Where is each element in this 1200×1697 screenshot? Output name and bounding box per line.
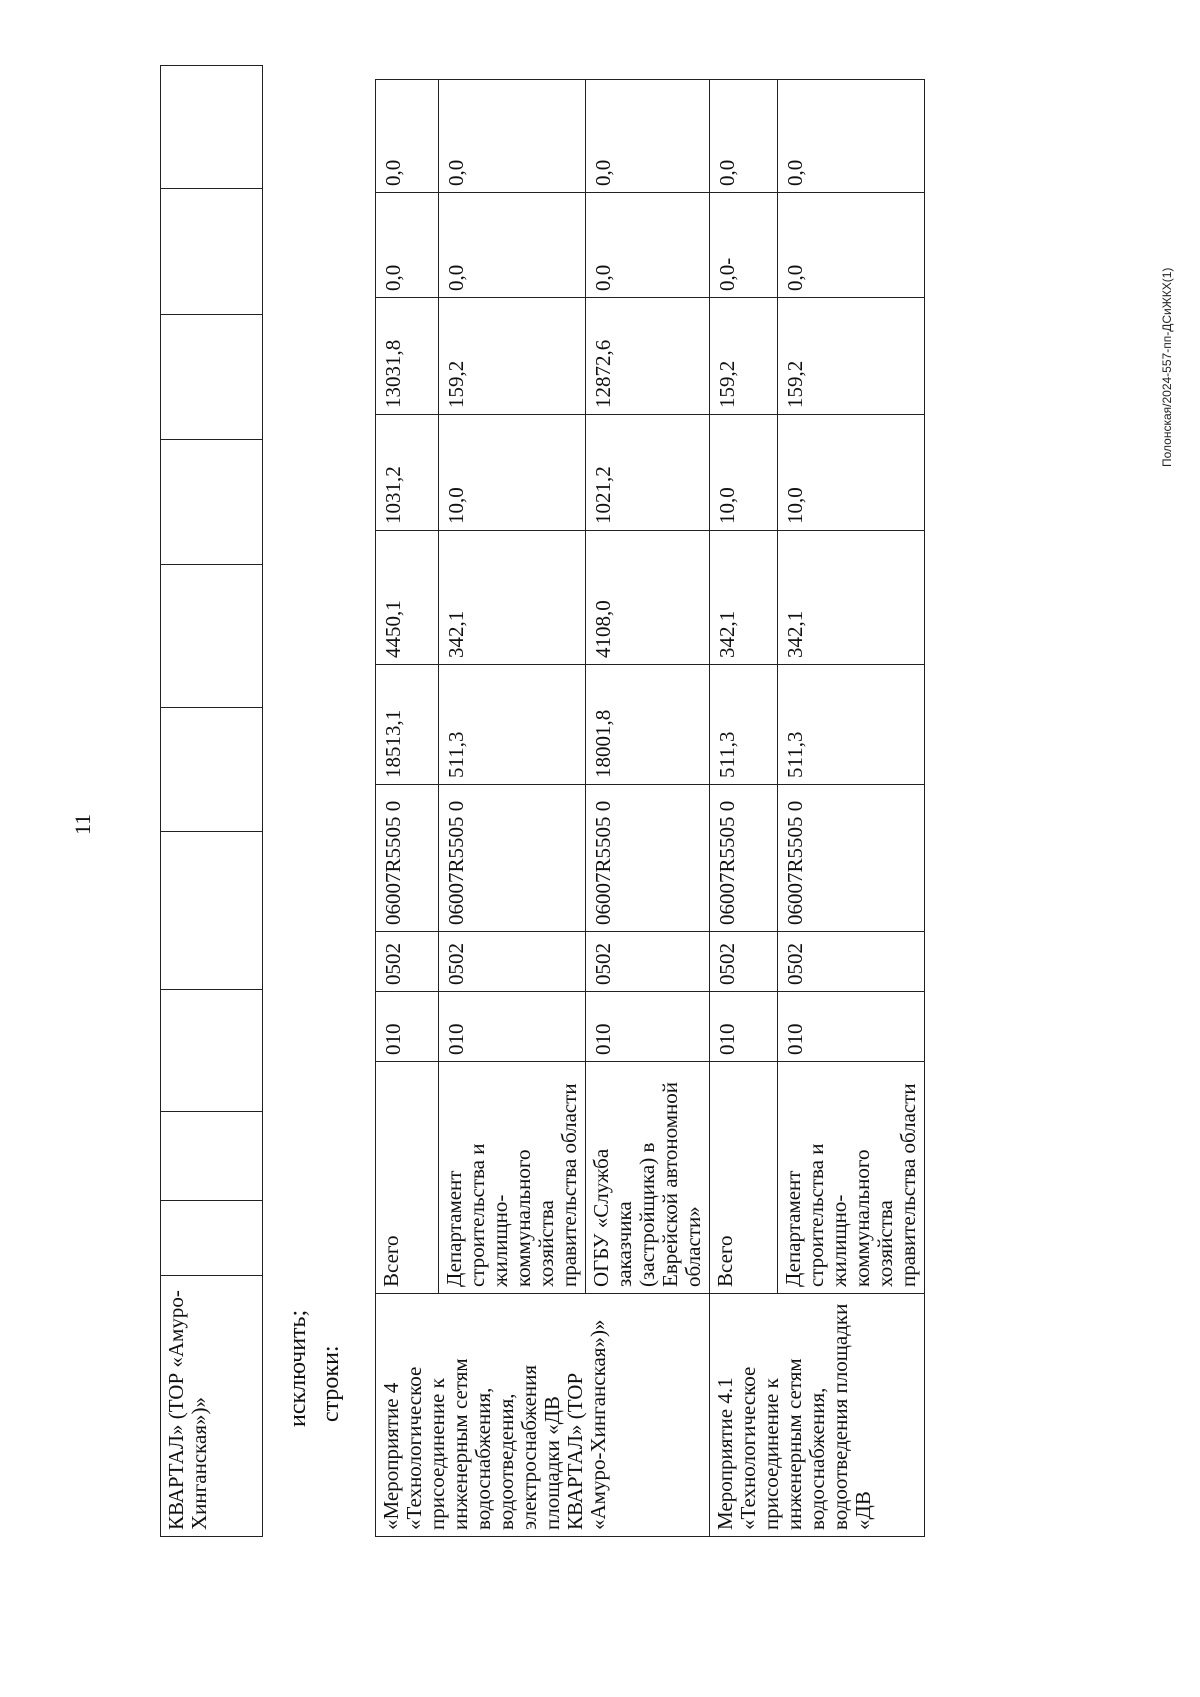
year3-cell: 159,2: [439, 298, 586, 415]
csr-cell: 06007R5505 0: [710, 785, 778, 932]
year1-cell: 342,1: [439, 531, 586, 665]
year4-cell: 0,0: [376, 193, 439, 298]
table-row: [376, 80, 439, 1537]
document-registration-note: Полонская/2024-557-пп-ДСиЖКХ(1): [1160, 267, 1174, 467]
instruction-exclude: исключить;: [285, 1309, 311, 1427]
empty-cell: [161, 314, 263, 439]
year5-cell: 0,0: [376, 80, 439, 193]
year4-cell: 0,0-: [710, 193, 778, 298]
year2-cell: 10,0: [710, 415, 778, 531]
year3-cell: 12872,6: [586, 298, 710, 415]
rz-cell: 0502: [439, 932, 586, 992]
page-number: 11: [70, 813, 95, 835]
year5-cell: 0,0: [439, 80, 586, 193]
empty-cell: [161, 440, 263, 564]
event-cell: Мероприятие 4.1 «Технологическое присоединение к инженерным сетям водоснабжения, водоотведения площадки «ДВ: [710, 1294, 925, 1537]
year5-cell: 0,0: [586, 80, 710, 193]
grbs-cell: 010: [710, 992, 778, 1062]
empty-cell: [161, 831, 263, 990]
event-cell: «Мероприятие 4 «Технологическое присоединение к инженерным сетям водоснабжения, водоотведения, электроснабжения площадки «ДВ КВАРТАЛ» (ТОР «Амуро-Хинганская»)»: [376, 1294, 710, 1537]
year4-cell: 0,0: [778, 193, 925, 298]
year1-cell: 4108,0: [586, 531, 710, 665]
empty-cell: [161, 708, 263, 831]
grbs-cell: 010: [778, 992, 925, 1062]
year3-cell: 13031,8: [376, 298, 439, 415]
year2-cell: 10,0: [778, 415, 925, 531]
empty-cell: [161, 1201, 263, 1276]
csr-cell: 06007R5505 0: [439, 785, 586, 932]
year1-cell: 4450,1: [376, 531, 439, 665]
empty-cell: [161, 66, 263, 189]
table-row: [161, 66, 263, 1537]
executor-cell: ОГБУ «Служба заказчика (застройщика) в Еврейской автономной области»: [586, 1062, 710, 1294]
rz-cell: 0502: [710, 932, 778, 992]
total-cell: 511,3: [778, 665, 925, 785]
total-cell: 18001,8: [586, 665, 710, 785]
executor-cell: Всего: [710, 1062, 778, 1294]
year3-cell: 159,2: [778, 298, 925, 415]
executor-cell: Всего: [376, 1062, 439, 1294]
empty-cell: [161, 564, 263, 708]
year5-cell: 0,0: [778, 80, 925, 193]
csr-cell: 06007R5505 0: [376, 785, 439, 932]
rz-cell: 0502: [376, 932, 439, 992]
grbs-cell: 010: [376, 992, 439, 1062]
year5-cell: 0,0: [710, 80, 778, 193]
total-cell: 511,3: [710, 665, 778, 785]
csr-cell: 06007R5505 0: [586, 785, 710, 932]
year4-cell: 0,0: [586, 193, 710, 298]
table-row: [710, 80, 778, 1537]
total-cell: 511,3: [439, 665, 586, 785]
event-cell: КВАРТАЛ» (ТОР «Амуро-Хинганская»)»: [161, 1276, 263, 1537]
executor-cell: Департамент строительства и жилищно-коммунального хозяйства правительства области: [778, 1062, 925, 1294]
empty-cell: [161, 189, 263, 314]
year2-cell: 10,0: [439, 415, 586, 531]
year4-cell: 0,0: [439, 193, 586, 298]
empty-cell: [161, 990, 263, 1112]
year1-cell: 342,1: [778, 531, 925, 665]
csr-cell: 06007R5505 0: [778, 785, 925, 932]
rz-cell: 0502: [586, 932, 710, 992]
continuation-table: [160, 65, 263, 1537]
grbs-cell: 010: [586, 992, 710, 1062]
rz-cell: 0502: [778, 932, 925, 992]
main-table: [375, 79, 925, 1537]
instruction-rows: строки:: [318, 1345, 344, 1422]
year1-cell: 342,1: [710, 531, 778, 665]
year2-cell: 1031,2: [376, 415, 439, 531]
empty-cell: [161, 1112, 263, 1201]
grbs-cell: 010: [439, 992, 586, 1062]
executor-cell: Департамент строительства и жилищно-коммунального хозяйства правительства области: [439, 1062, 586, 1294]
year3-cell: 159,2: [710, 298, 778, 415]
year2-cell: 1021,2: [586, 415, 710, 531]
total-cell: 18513,1: [376, 665, 439, 785]
